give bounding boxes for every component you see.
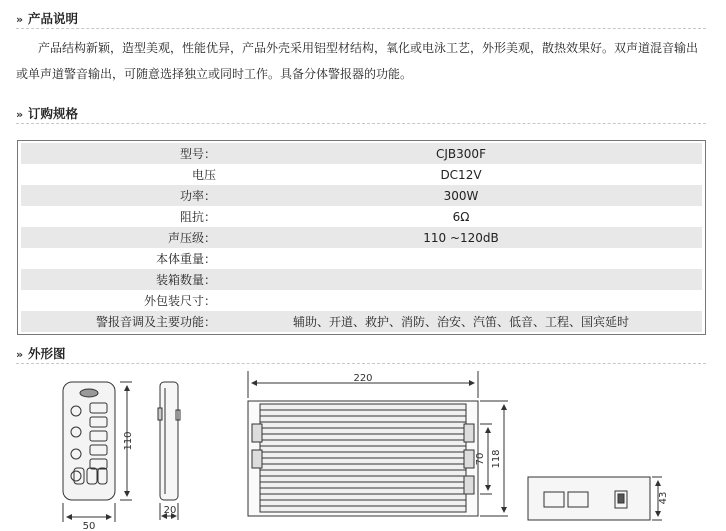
spec-value: 6Ω [452,209,470,224]
spec-key: 功率： [21,185,220,206]
spec-value: CJB300F [220,143,702,164]
spec-value [220,269,702,290]
main-unit-top-view [248,371,508,516]
dim-side-height: 43 [658,491,669,505]
spec-key: 装箱数量： [21,269,220,290]
table-row [21,311,702,332]
product-description [16,35,708,87]
section-title: 产品说明 [28,11,79,26]
remote-front-view [63,382,132,522]
spec-key: 电压 [191,168,216,182]
double-chevron-icon: » [16,108,24,121]
section-header-order-spec [16,104,78,120]
dim-main-depth: 118 [491,449,502,469]
table-row [21,206,702,227]
double-chevron-icon: » [16,13,24,26]
divider [16,363,706,364]
description-line: 或单声道警音输出，可随意选择独立或同时工作。具备分体警报器的功能。 [16,67,413,81]
spec-key: 阻抗： [179,210,216,224]
dim-remote-width: 50 [82,521,96,531]
remote-side-view [158,382,180,520]
spec-table [17,140,706,335]
section-title: 订购规格 [28,106,79,121]
dim-remote-thickness: 20 [163,505,177,516]
double-chevron-icon: » [16,348,24,361]
outline-drawings [0,365,726,531]
table-row [21,269,702,290]
spec-key: 本体重量： [155,252,216,266]
table-row [21,143,702,164]
table-row [21,164,702,185]
spec-key: 外包装尺寸： [143,294,216,308]
spec-key: 型号： [21,143,220,164]
description-line: 产品结构新颖，造型美观，性能优异，产品外壳采用铝型材结构，氧化或电泳工艺，外形美观，散热效果好。双声道混音输出 [38,41,699,55]
spec-key: 警报音调及主要功能： [21,311,220,332]
table-row [21,248,702,269]
spec-value [220,248,702,269]
spec-value: 110 ~120dB [220,227,702,248]
divider [16,123,706,124]
section-header-outline [16,344,66,360]
spec-key: 声压级： [21,227,220,248]
section-title: 外形图 [28,346,66,361]
main-unit-panel-view [528,477,662,520]
table-row [21,290,702,311]
spec-value: DC12V [440,167,482,182]
spec-value [220,290,702,311]
divider [16,28,706,29]
table-row [21,185,702,206]
dim-main-width: 220 [353,373,373,384]
spec-value: 300W [220,185,702,206]
table-row [21,227,702,248]
section-header-description [16,9,78,25]
spec-value: 辅助、开道、救护、消防、治安、汽笛、低音、工程、国宾延时 [220,311,702,332]
dim-main-inner-height: 70 [475,452,486,466]
dim-remote-height: 110 [123,431,134,451]
